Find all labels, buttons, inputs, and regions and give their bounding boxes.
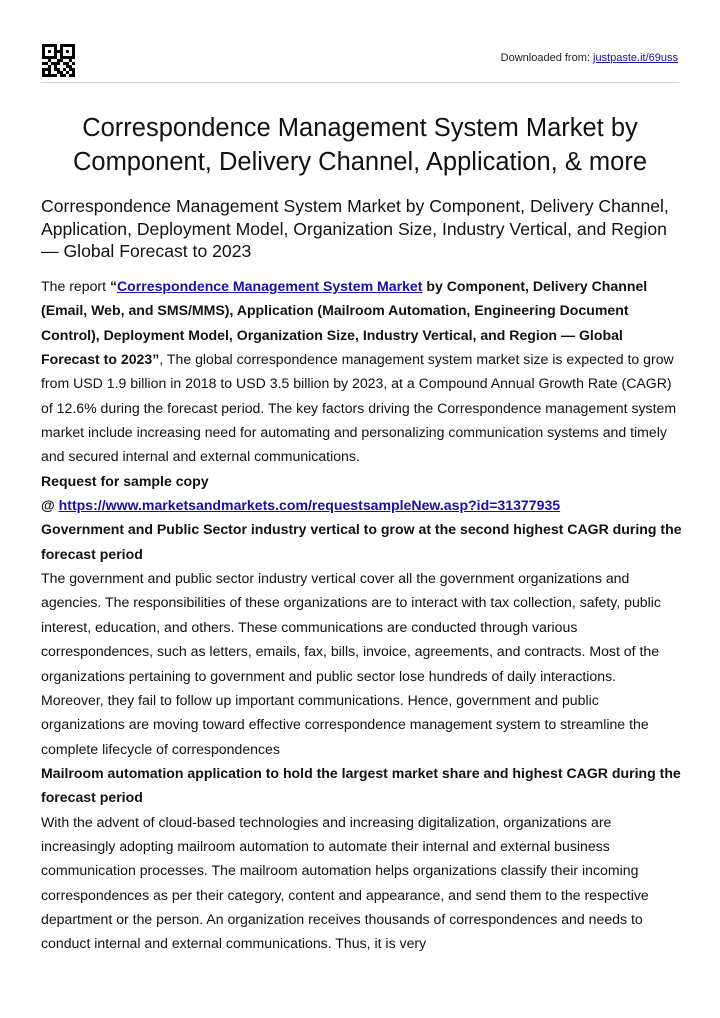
intro-paragraph <box>41 274 682 469</box>
document-body <box>41 274 682 956</box>
section-text: With the advent of cloud-based technologies and increasing digitalization, organizations are increasingly adopting mailroom automation to automate their internal and external business communication processes. The mailroom automation helps organizations classify their incoming correspondences as per their category, content and appearance, and send them to the respective department or the person. An organization receives thousands of correspondences and needs to conduct internal and external communications. Thus, it is very <box>41 813 649 952</box>
qr-code-image <box>42 44 75 77</box>
report-link[interactable]: Correspondence Management System Market <box>116 278 423 294</box>
section-text: The government and public sector industry vertical cover all the government organizations and agencies. The responsibilities of these organizations are to interact with tax collection, safety, public interest, education, and others. These communications are conducted through various correspondences, such as letters, emails, fax, bills, invoice, agreements, and contracts. Most of the organizations pertaining to government and public sector lose hundreds of daily interactions. Moreover, they fail to follow up important communications. Hence, government and public organizations are moving toward effective correspondence management system to streamline the complete lifecycle of correspondences <box>41 570 661 757</box>
sample-request-line <box>41 493 682 517</box>
at-sign: @ <box>41 497 59 514</box>
intro-lead: The report <box>41 278 110 294</box>
document-subtitle: Correspondence Management System Market by Component, Delivery Channel, Application, Deployment Model, Organization Size, Industry Vertical, and Region — Global Forecast to 2023 <box>41 196 669 261</box>
download-source-link[interactable]: justpaste.it/69uss <box>593 52 678 64</box>
intro-text: , The global correspondence management system market size is expected to grow from USD 1.9 billion in 2018 to USD 3.5 billion by 2023, at a Compound Annual Growth Rate (CAGR) of 12.6% during the forecast period. The key factors driving the Correspondence management system market include increasing need for automating and personalizing communication systems and timely and secured internal and external communications. <box>41 351 677 465</box>
sample-request-link[interactable]: https://www.marketsandmarkets.com/requestsampleNew.asp?id=31377935 <box>58 497 561 514</box>
header-divider <box>41 82 679 83</box>
download-label: Downloaded from: <box>500 52 590 64</box>
document-title: Correspondence Management System Market by Component, Delivery Channel, Application, & more <box>72 114 648 176</box>
section-heading: Mailroom automation application to hold the largest market share and highest CAGR during the forecast period <box>41 764 681 806</box>
section-heading: Government and Public Sector industry vertical to grow at the second highest CAGR during the forecast period <box>41 521 682 562</box>
sample-request-label: Request for sample copy <box>41 472 209 489</box>
download-source <box>501 52 678 64</box>
quote-open: “ <box>109 278 117 294</box>
report-title-rest: by Component, Delivery Channel (Email, Web, and SMS/MMS), Application (Mailroom Automation, Engineering Document Control), Deployment Model, Organization Size, Industry Vertical, and Region — Global Forecast to 2023” <box>41 278 648 368</box>
